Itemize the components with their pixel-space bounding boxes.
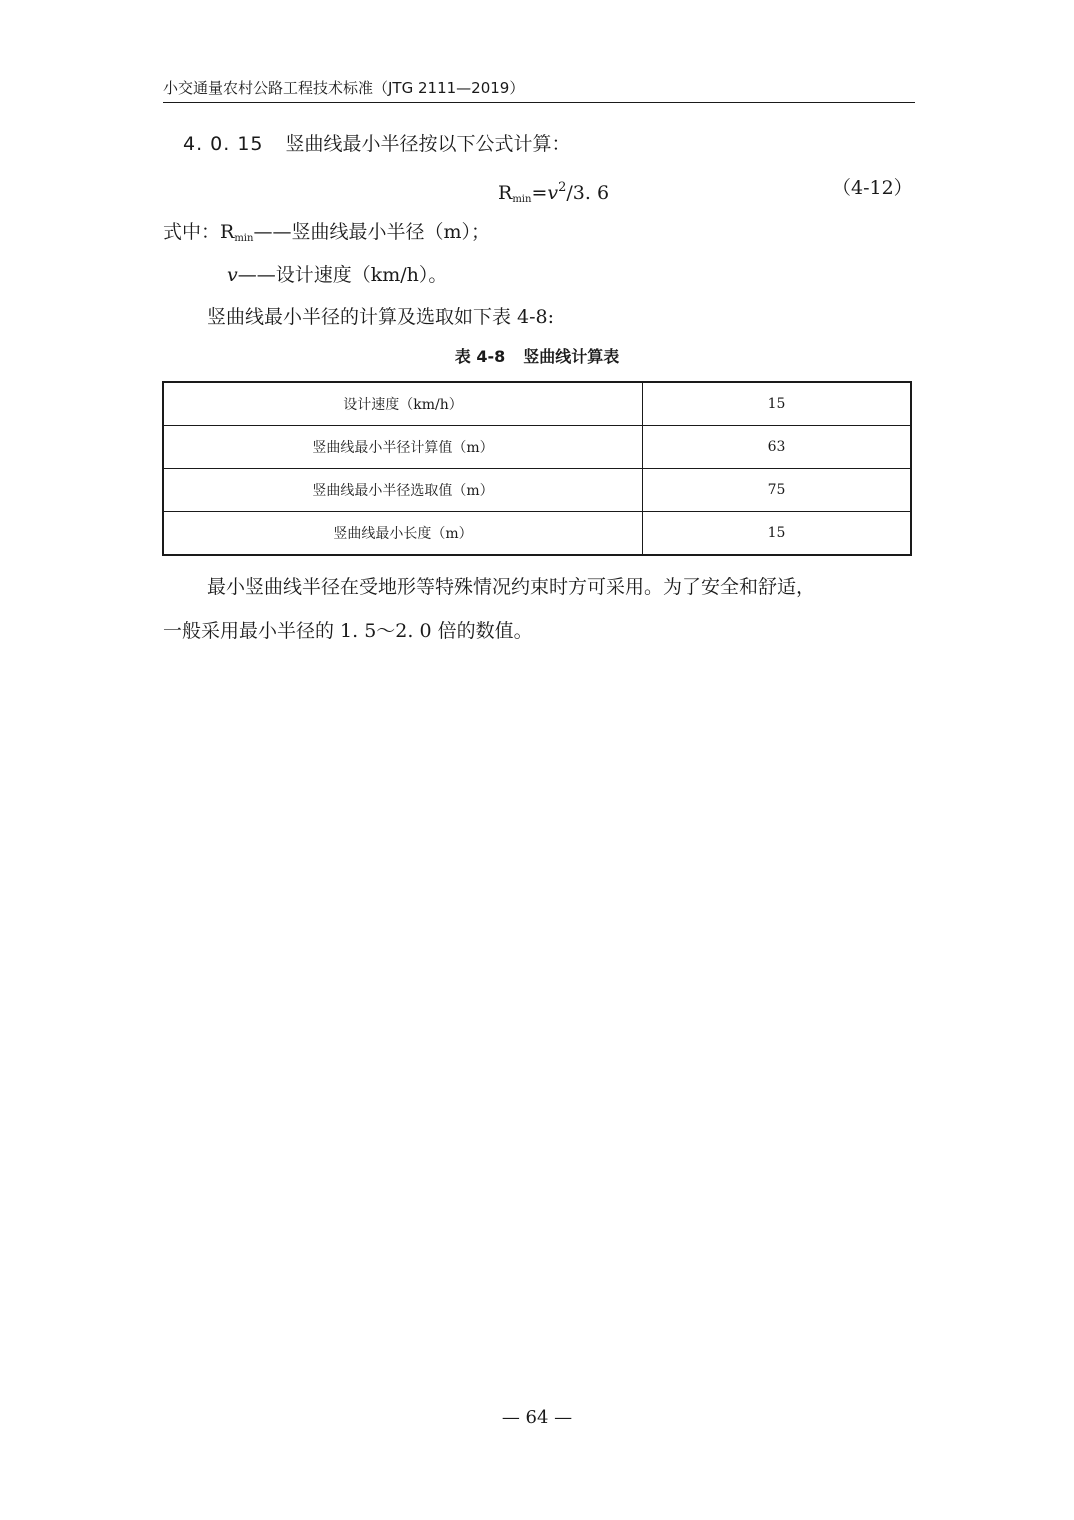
table-row <box>163 382 911 426</box>
definition-def2: ——设计速度（km/h）。 <box>237 264 448 286</box>
formula-exp: 2 <box>558 180 567 195</box>
definition-sym1-sub: min <box>234 233 254 244</box>
param-label: 竖曲线最小半径选取值（m） <box>163 469 643 512</box>
formula <box>498 175 609 213</box>
param-label: 竖曲线最小半径计算值（m） <box>163 426 643 469</box>
clause-number: 4. 0. 15 <box>183 133 264 155</box>
table-row <box>163 469 911 512</box>
definition-sym2: v <box>227 264 238 286</box>
page-number: — 64 — <box>501 1407 573 1428</box>
param-value: 15 <box>643 382 912 426</box>
formula-lhs-sub: min <box>512 194 532 205</box>
table-title: 竖曲线计算表 <box>523 347 620 366</box>
param-label: 设计速度（km/h） <box>163 382 643 426</box>
table-number: 表 4-8 <box>454 347 506 366</box>
definition-def1: ——竖曲线最小半径（m）； <box>253 221 490 243</box>
param-value: 63 <box>643 426 912 469</box>
formula-rhs: /3. 6 <box>566 182 610 204</box>
param-value: 15 <box>643 512 912 556</box>
note-line-1: 最小竖曲线半径在受地形等特殊情况约束时方可采用。为了安全和舒适， <box>207 576 816 598</box>
param-label: 竖曲线最小长度（m） <box>163 512 643 556</box>
table-caption <box>0 345 1074 369</box>
definition-rmin <box>163 219 490 252</box>
note-line-2: 一般采用最小半径的 1. 5～2. 0 倍的数值。 <box>163 620 533 642</box>
param-value: 75 <box>643 469 912 512</box>
table-intro: 竖曲线最小半径的计算及选取如下表 4-8: <box>207 306 555 328</box>
standard-title: 小交通量农村公路工程技术标准（JTG 2111—2019） <box>163 79 525 97</box>
formula-var: v <box>547 182 559 204</box>
definition-v <box>227 262 447 288</box>
clause-text: 竖曲线最小半径按以下公式计算： <box>285 133 571 155</box>
formula-tag: （4-12） <box>832 177 913 199</box>
definition-sym1: R <box>220 221 235 243</box>
definition-lead: 式中： <box>163 221 221 243</box>
vertical-curve-table <box>162 381 912 556</box>
table-row <box>163 426 911 469</box>
formula-lhs: R <box>498 182 513 204</box>
table-row <box>163 512 911 556</box>
formula-eq: = <box>531 182 548 204</box>
running-header <box>163 76 915 103</box>
clause-heading <box>183 131 571 157</box>
